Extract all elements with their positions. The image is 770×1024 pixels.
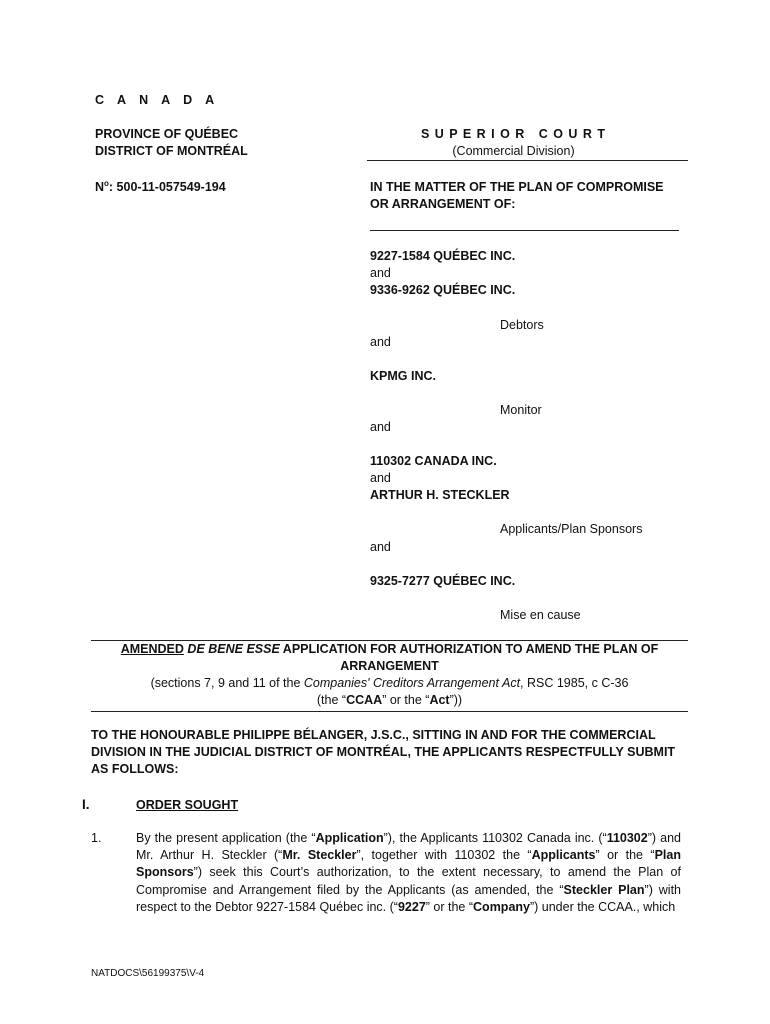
p1-term-110302: 110302 [606,831,648,845]
address-line-3: AS FOLLOWS: [91,762,179,776]
p1-text: By the present application (the “ [136,831,316,845]
applicants-role: Applicants/Plan Sponsors [500,522,643,536]
paragraph-1 [136,830,681,916]
title-ccaa [91,692,688,709]
ccaa-post: ”)) [449,693,463,707]
matter-blank-line [370,230,679,231]
court-divider [367,160,688,161]
p1-term-plan-sponsors: Plan Sponsors [136,848,681,880]
and-2: and [370,335,391,349]
p1-text: ”), the Applicants 110302 Canada inc. (“ [383,831,607,845]
p1-term-application: Application [315,831,384,845]
act-term: Act [429,693,450,707]
file-number-sup: o [104,178,109,188]
section-heading: ORDER SOUGHT [136,798,239,812]
country-heading: C A N A D A [95,93,220,107]
matter-line-1: IN THE MATTER OF THE PLAN OF COMPROMISE [370,180,664,194]
title-bottom-rule [91,711,688,712]
province-line: PROVINCE OF QUÉBEC [95,127,239,141]
file-number [95,179,226,196]
and-3: and [370,420,391,434]
matter-line-2: OR ARRANGEMENT OF: [370,197,516,211]
paragraph-number: 1. [91,831,102,845]
title-amended: AMENDED [120,642,184,656]
title-de-bene-esse: DE BENE ESSE [187,642,280,656]
ccaa-mid: ” or the “ [382,693,430,707]
p1-text: ” or the “ [425,899,474,914]
p1-text: ”) with respect to the Debtor 9227-1584 Québec inc. (“ [136,882,682,914]
applicant-2: ARTHUR H. STECKLER [370,488,510,502]
section-number: I. [82,797,90,812]
ccaa-term: CCAA [346,693,383,707]
debtor-2: 9336-9262 QUÉBEC INC. [370,283,516,297]
address-line-2: DIVISION IN THE JUDICIAL DISTRICT OF MONTRÉAL, THE APPLICANTS RESPECTFULLY SUBMIT [91,745,676,759]
p1-text: ”, together with 110302 the “ [356,848,532,863]
p1-term-applicants: Applicants [531,848,596,863]
sections-post: , RSC 1985, c C-36 [520,676,629,690]
debtors-role: Debtors [500,318,544,332]
file-number-label: N [95,180,105,194]
p1-term-9227: 9227 [397,899,426,914]
p1-term-steckler-plan: Steckler Plan [563,882,645,897]
mise-en-cause-role: Mise en cause [500,608,581,622]
monitor-role: Monitor [500,403,542,417]
and-4: and [370,471,391,485]
ccaa-pre: (the “ [316,693,347,707]
title-line-2: ARRANGEMENT [340,659,439,673]
p1-text: ”) and Mr. Arthur H. Steckler (“ [136,831,681,863]
debtor-1: 9227-1584 QUÉBEC INC. [370,249,516,263]
title-line-1 [91,641,688,658]
monitor-name: KPMG INC. [370,369,436,383]
court-division: (Commercial Division) [452,144,575,158]
and-5: and [370,540,391,554]
court-name: S U P E R I O R C O U R T [420,127,607,141]
title-rest: APPLICATION FOR AUTHORIZATION TO AMEND THE PLAN OF [279,642,659,656]
footer-doc-id: NATDOCS\56199375\V-4 [91,968,205,979]
address-line-1: TO THE HONOURABLE PHILIPPE BÉLANGER, J.S.C., SITTING IN AND FOR THE COMMERCIAL [91,728,656,742]
sections-act: Companies' Creditors Arrangement Act [303,676,521,690]
mise-en-cause-name: 9325-7277 QUÉBEC INC. [370,574,516,588]
title-sections [91,675,688,692]
p1-text: ”) under the CCAA., which [529,899,676,914]
p1-term-company: Company [473,899,530,914]
district-line: DISTRICT OF MONTRÉAL [95,144,248,158]
applicant-1: 110302 CANADA INC. [370,454,497,468]
p1-text: ”) seek this Court’s authorization, to the extent necessary, to amend the Plan of Compromise and Arrangement filed by the Applicants (as amended, the “ [136,865,681,897]
p1-text: ” or the “ [595,848,655,863]
file-number-value: : 500-11-057549-194 [108,180,226,194]
p1-term-mr-steckler: Mr. Steckler [282,848,357,863]
sections-pre: (sections 7, 9 and 11 of the [150,676,304,690]
and-1: and [370,266,391,280]
